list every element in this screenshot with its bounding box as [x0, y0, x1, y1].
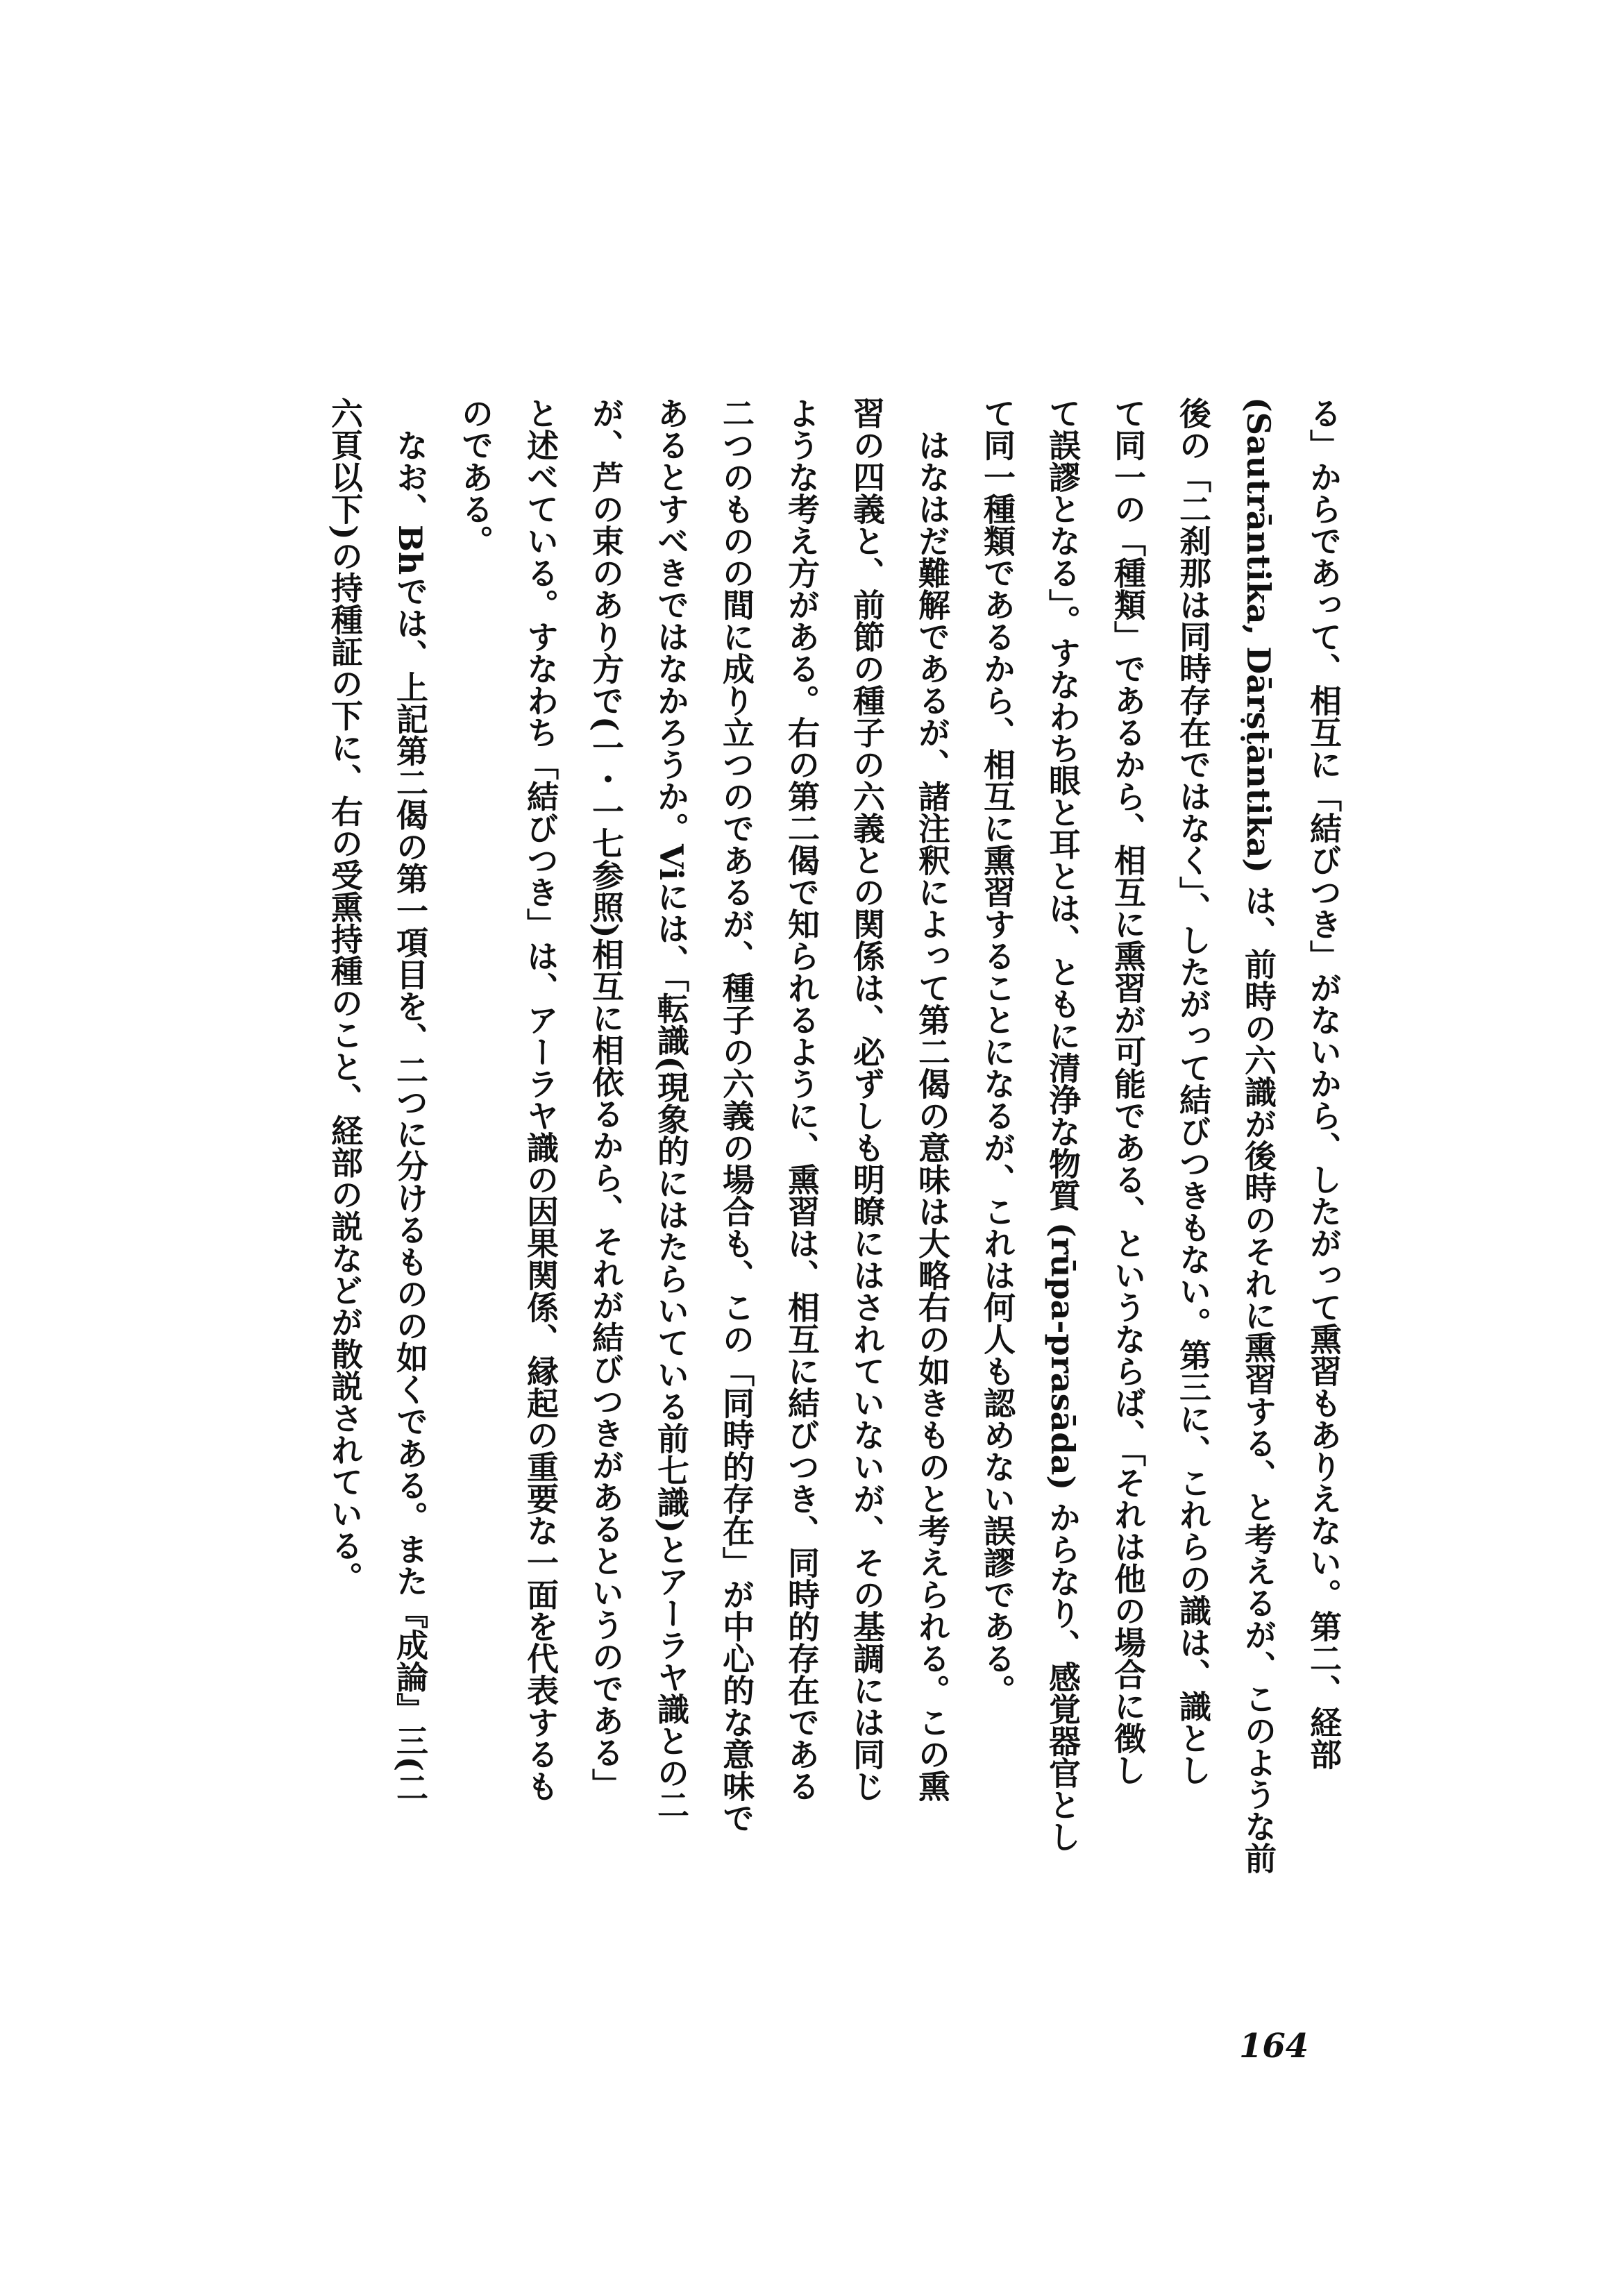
text-column: 後の「二刹那は同時存在ではなく」、したがって結びつきもない。第三に、これらの識は、識とし [1175, 397, 1212, 1786]
text-column: はなはだ難解であるが、諸注釈によって第二偈の意味は大略右の如きものと考えられる。この熏 [914, 397, 951, 1802]
text-column: 六頁以下)の持種証の下に、右の受熏持種のこと、経部の説などが散説されている。 [326, 397, 364, 1594]
text-column: て同一の「種類」であるから、相互に熏習が可能である、というならば、「それは他の場合に徴し [1109, 397, 1147, 1786]
text-column: なお、Bhでは、上記第二偈の第一項目を、二つに分けるものの如くである。また『成論』三(二 [392, 397, 429, 1804]
page-number: 164 [1239, 2027, 1309, 2066]
text-column: ような考え方がある。右の第二偈で知られるように、熏習は、相互に結びつき、同時的存在である [783, 397, 821, 1802]
text-column: (Sautrāntika, Dārṣṭāntika) は、前時の六識が後時のそれに熏習する、と考えるが、このような前 [1240, 397, 1277, 1874]
text-column: て同一種類であるから、相互に熏習することになるが、これは何人も認めない誤謬である。 [979, 397, 1016, 1706]
text-column: のである。 [457, 397, 494, 557]
text-column: と述べている。すなわち「結びつき」は、アーラヤ識の因果関係、縁起の重要な一面を代表するも [522, 397, 560, 1802]
text-column: が、芦の束のあり方で(一・一七参照)相互に相依るから、それが結びつきがあるというのである」 [587, 397, 625, 1800]
text-column: る」からであって、相互に「結びつき」がないから、したがって熏習もありえない。第二、経部 [1305, 397, 1343, 1770]
text-column: 二つのものの間に成り立つのであるが、種子の六義の場合も、この「同時的存在」が中心的な意味で [718, 397, 755, 1834]
text-column: 習の四義と、前節の種子の六義との関係は、必ずしも明瞭にはされていないが、その基調には同じ [848, 397, 886, 1802]
text-column: あるとすべきではなかろうか。Viには、「転識(現象的にはたらいている前七識)とアーラヤ識との二 [653, 397, 690, 1821]
text-column: て誤謬となる」。すなわち眼と耳とは、ともに清浄な物質 (rūpa-prasāda) からなり、感覚器官とし [1044, 397, 1082, 1853]
